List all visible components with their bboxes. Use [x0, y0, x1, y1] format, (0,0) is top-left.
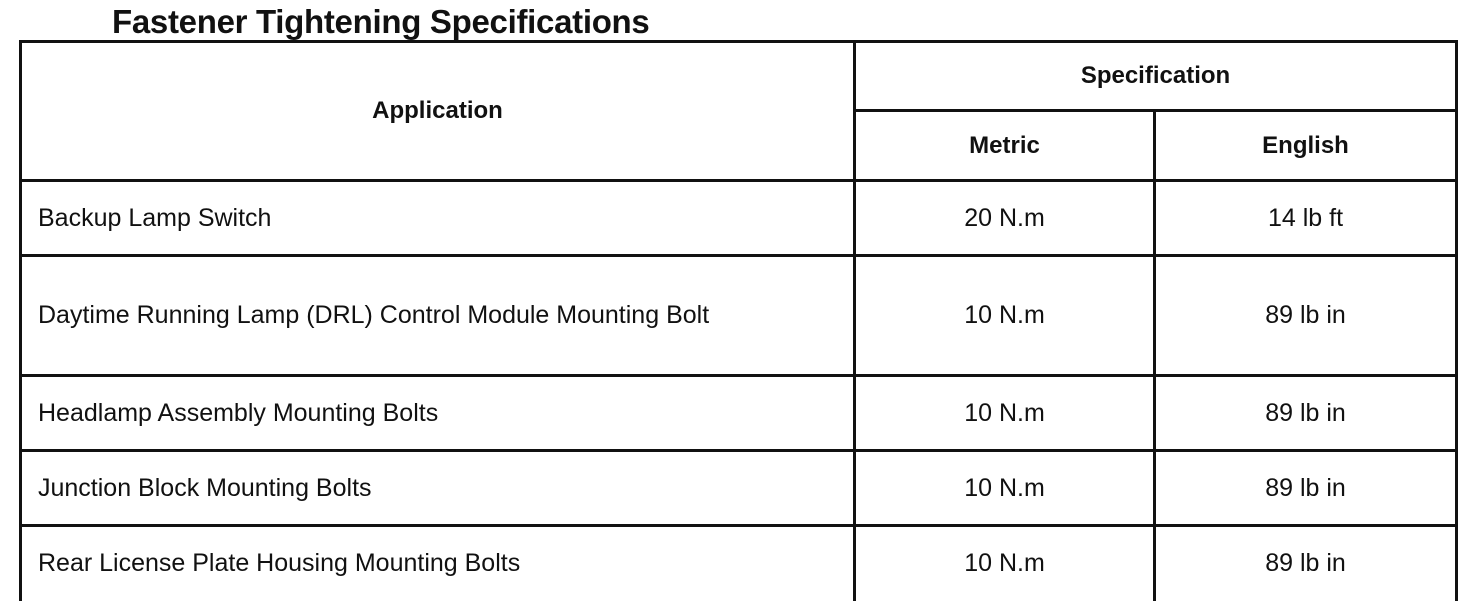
application-cell: Rear License Plate Housing Mounting Bolts	[21, 526, 855, 601]
metric-cell: 10 N.m	[855, 376, 1155, 451]
english-header: English	[1155, 111, 1457, 181]
table-row	[21, 256, 1457, 376]
application-cell: Daytime Running Lamp (DRL) Control Module Mounting Bolt	[21, 256, 855, 376]
metric-header: Metric	[855, 111, 1155, 181]
english-cell: 89 lb in	[1155, 451, 1457, 526]
english-cell: 89 lb in	[1155, 376, 1457, 451]
application-header: Application	[21, 42, 855, 181]
page-title: Fastener Tightening Specifications	[112, 3, 650, 40]
metric-cell: 10 N.m	[855, 451, 1155, 526]
table-row	[21, 376, 1457, 451]
table-row	[21, 181, 1457, 256]
metric-cell: 10 N.m	[855, 526, 1155, 601]
header-row-top	[21, 42, 1457, 111]
metric-cell: 10 N.m	[855, 256, 1155, 376]
metric-cell: 20 N.m	[855, 181, 1155, 256]
english-cell: 89 lb in	[1155, 256, 1457, 376]
specification-header: Specification	[855, 42, 1457, 111]
english-cell: 89 lb in	[1155, 526, 1457, 601]
fastener-spec-table	[19, 40, 1458, 601]
table-row	[21, 526, 1457, 601]
application-cell: Headlamp Assembly Mounting Bolts	[21, 376, 855, 451]
application-cell: Backup Lamp Switch	[21, 181, 855, 256]
english-cell: 14 lb ft	[1155, 181, 1457, 256]
application-cell: Junction Block Mounting Bolts	[21, 451, 855, 526]
table-row	[21, 451, 1457, 526]
